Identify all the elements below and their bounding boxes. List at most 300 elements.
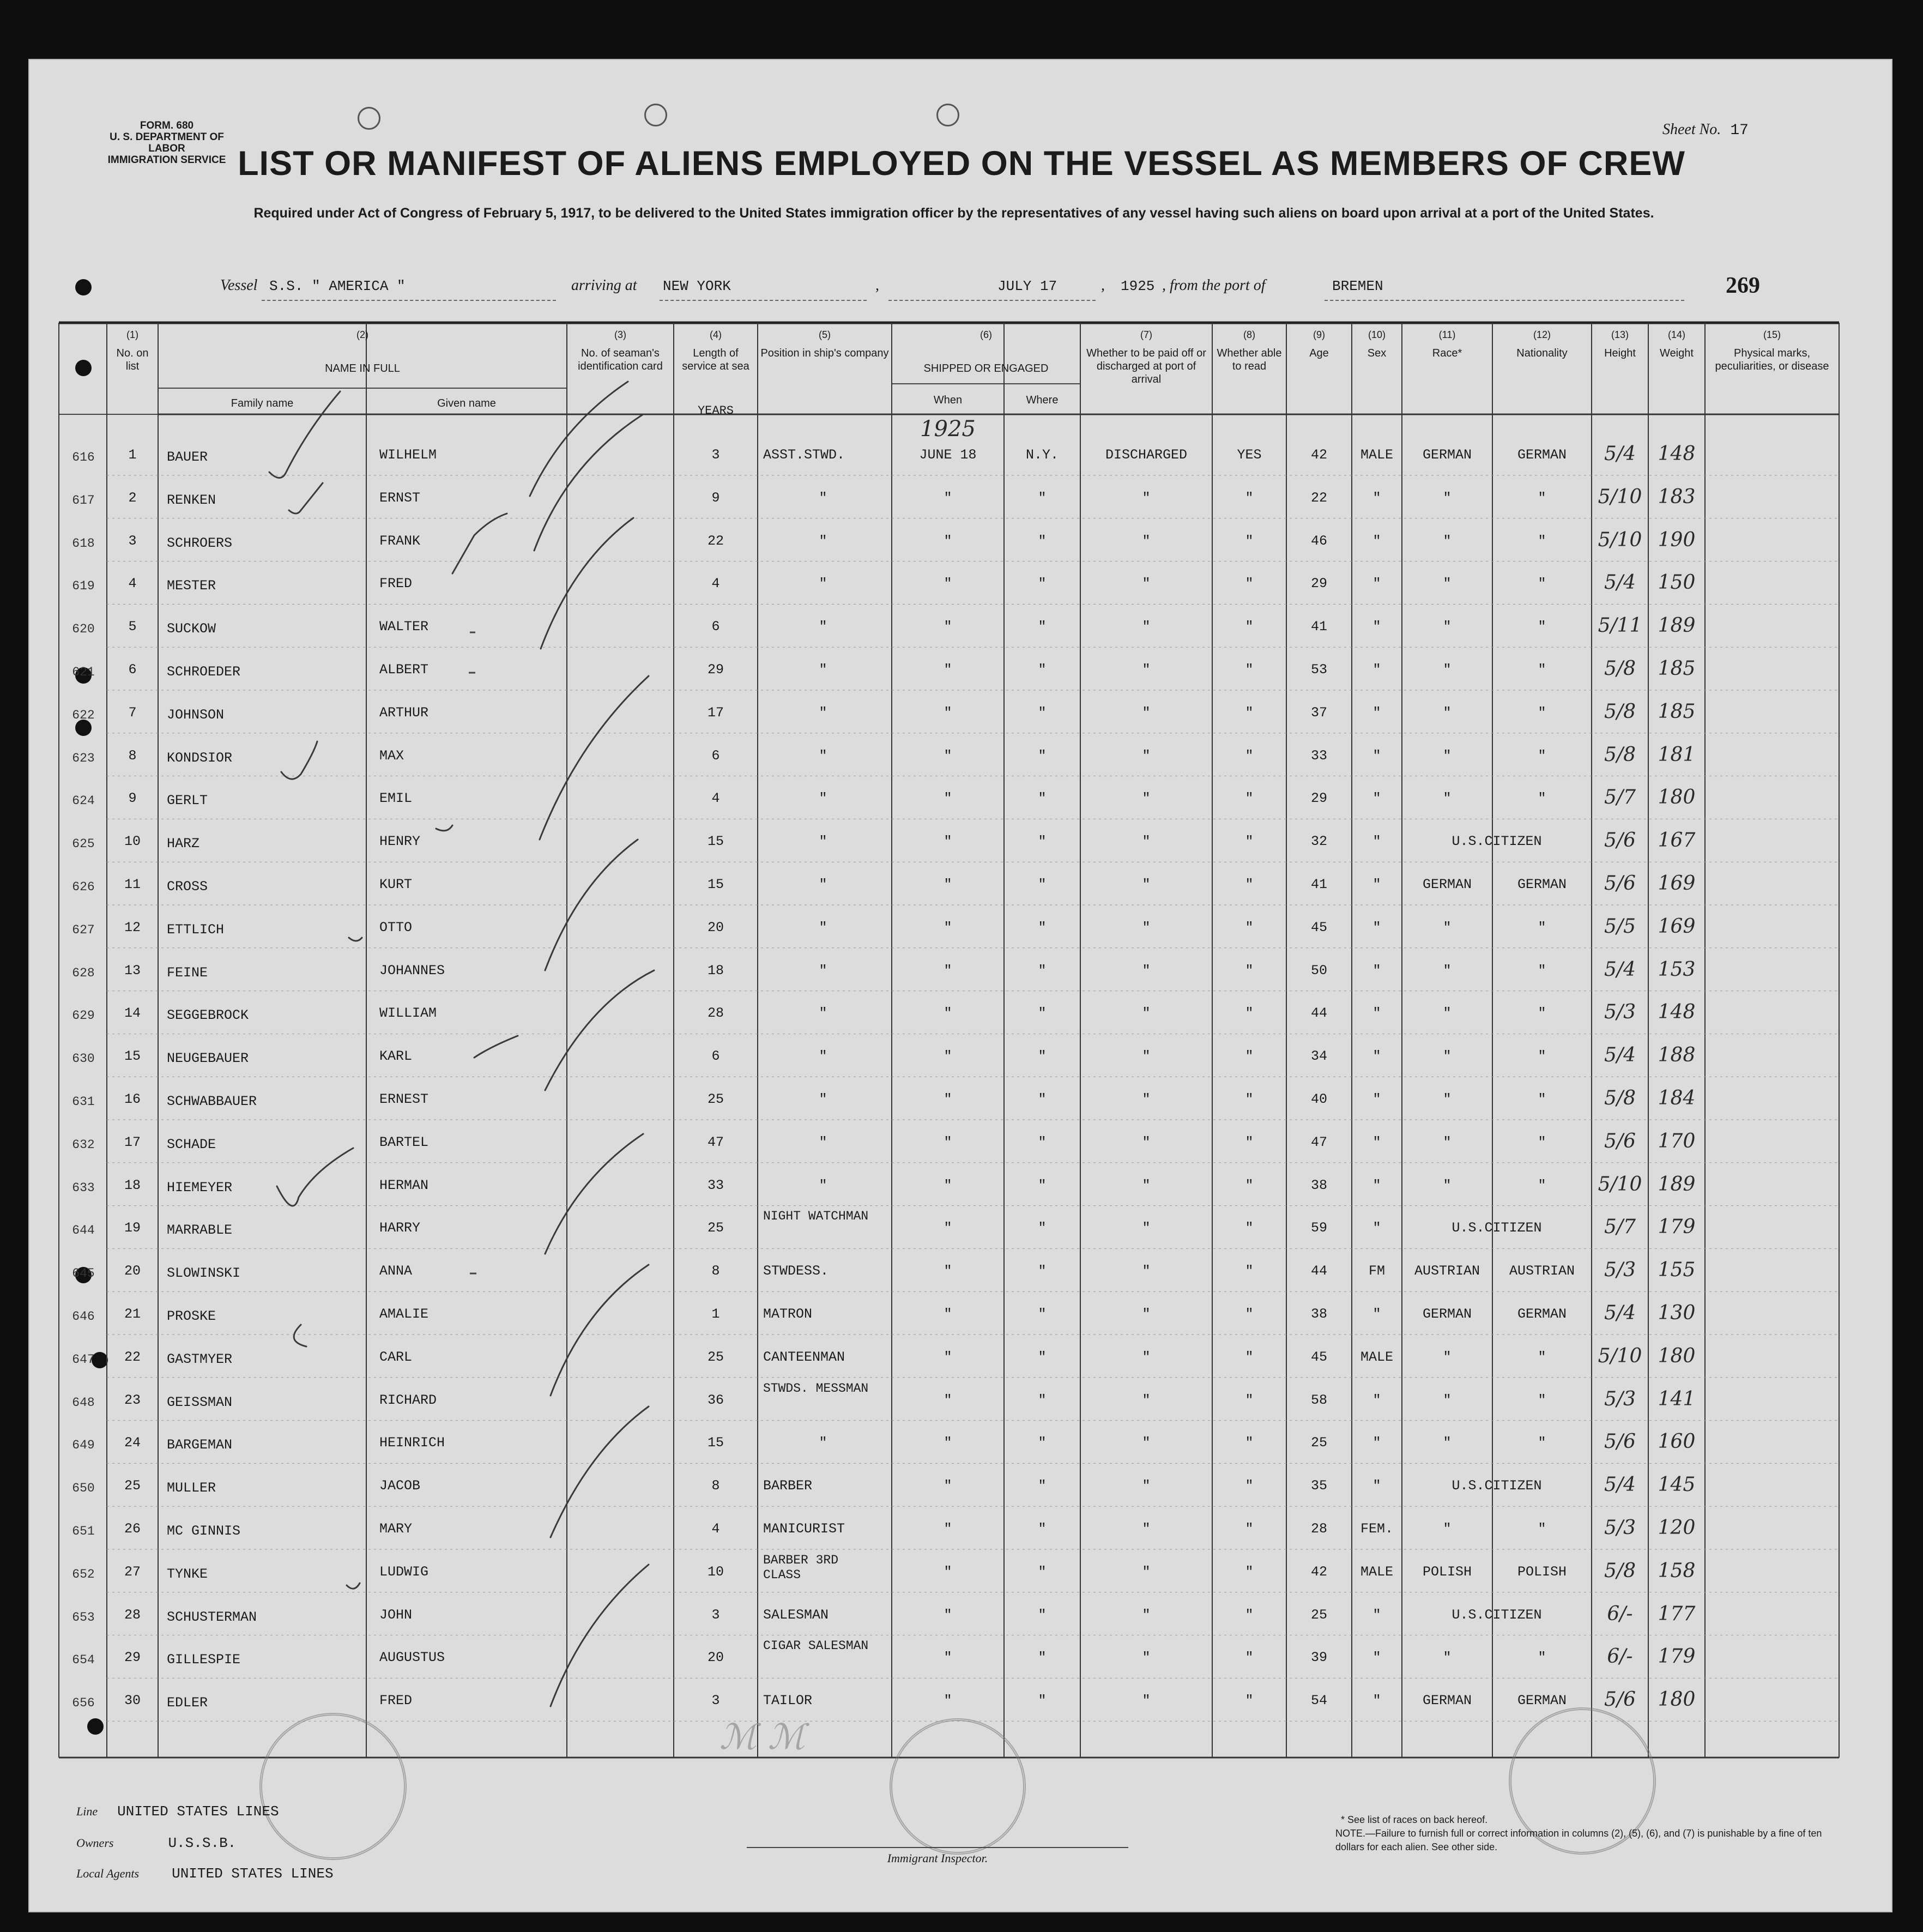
family-name: FEINE [167, 964, 208, 981]
able-to-read: " [1245, 1521, 1254, 1537]
where-header: Where [1026, 394, 1059, 406]
shipped-when: " [944, 1693, 952, 1709]
sex: " [1372, 1177, 1381, 1193]
family-name: BARGEMAN [167, 1437, 233, 1453]
paid-off-status: " [1142, 533, 1151, 549]
sex: " [1372, 1650, 1381, 1666]
nationality: " [1538, 1349, 1546, 1365]
paid-off-status: " [1142, 1563, 1151, 1580]
position: " [819, 619, 827, 635]
weight: 141 [1658, 1387, 1696, 1410]
shipped-when: " [944, 1220, 952, 1236]
shipped-where: " [1038, 533, 1047, 549]
position: " [819, 1048, 827, 1065]
race: " [1443, 533, 1452, 549]
race: " [1443, 962, 1452, 979]
service-years: 6 [711, 747, 720, 764]
sex: " [1372, 834, 1381, 850]
shipped-where: " [1038, 1005, 1047, 1022]
shipped-when: " [944, 962, 952, 979]
shipped-when: " [944, 704, 952, 721]
row-line-number: 654 [72, 1653, 95, 1668]
race: " [1443, 619, 1452, 635]
agents-field [76, 1865, 334, 1882]
row-number: 26 [124, 1521, 141, 1537]
shipped-year: 1925 [920, 416, 976, 442]
punch-ring [358, 107, 380, 130]
weight: 120 [1658, 1517, 1696, 1539]
age-header: Age [1309, 347, 1329, 359]
race: " [1443, 1005, 1452, 1022]
weight: 177 [1658, 1602, 1696, 1625]
given-name: JOHN [379, 1607, 413, 1623]
paid-off-status: " [1142, 1177, 1151, 1193]
years-header: YEARS [697, 404, 734, 418]
race: " [1443, 747, 1452, 764]
given-name: WALTER [379, 619, 429, 635]
shipped-where: " [1038, 1177, 1047, 1193]
position: BARBER 3RD CLASS [763, 1553, 839, 1582]
given-name: FRANK [379, 533, 421, 549]
row-number: 6 [128, 662, 137, 678]
position: NIGHT WATCHMAN [763, 1209, 869, 1224]
race: " [1443, 1091, 1452, 1107]
shipped-when: " [944, 1563, 952, 1580]
sex: " [1372, 704, 1381, 721]
able-to-read: " [1245, 1091, 1254, 1107]
given-name: KURT [379, 877, 413, 892]
family-name: SCHROERS [167, 535, 233, 551]
race: U.S.CITIZEN [1452, 1478, 1542, 1494]
consular-stamp [890, 1718, 1026, 1855]
service-years: 9 [711, 490, 720, 506]
marks-header: Physical marks, peculiarities, or disease [1715, 347, 1829, 372]
shipped-when: " [944, 747, 952, 764]
form-department: U. S. DEPARTMENT OF LABOR [110, 131, 224, 154]
sex: " [1372, 662, 1381, 678]
given-name: CARL [379, 1349, 413, 1365]
weight: 169 [1658, 872, 1696, 895]
position: " [819, 790, 827, 807]
row-line-number: 651 [72, 1524, 95, 1538]
service-header: Length of service at sea [682, 347, 749, 372]
paid-off-status: " [1142, 490, 1151, 506]
family-name: CROSS [167, 879, 208, 895]
shipped-when: " [944, 877, 952, 892]
owners-label: Owners [76, 1836, 114, 1850]
row-number: 24 [124, 1435, 141, 1451]
able-to-read: YES [1237, 447, 1262, 463]
family-name: NEUGEBAUER [167, 1050, 249, 1067]
service-years: 15 [707, 1435, 724, 1451]
row-number: 25 [124, 1478, 141, 1494]
weight: 158 [1658, 1559, 1696, 1582]
service-header-number: (4) [710, 329, 722, 340]
family-name: PROSKE [167, 1308, 216, 1324]
race: GERMAN [1422, 877, 1472, 892]
position: MANICURIST [763, 1521, 845, 1537]
paid-off-status: " [1142, 576, 1151, 592]
position-header-number: (5) [819, 329, 831, 340]
weight: 148 [1658, 443, 1696, 465]
row-line-number: 629 [72, 1009, 95, 1023]
row-number: 14 [124, 1005, 141, 1022]
service-years: 29 [707, 662, 724, 678]
name-header-number: (2) [356, 329, 368, 340]
able-to-read: " [1245, 790, 1254, 807]
sex: " [1372, 1306, 1381, 1322]
age: 32 [1310, 834, 1327, 850]
paid-off-status: " [1142, 1392, 1151, 1408]
family-name: SUCKOW [167, 621, 216, 637]
sex: " [1372, 1091, 1381, 1107]
nationality: " [1538, 533, 1546, 549]
arriving-underline [660, 300, 867, 301]
shipped-where: " [1038, 1263, 1047, 1279]
row-number: 2 [128, 490, 137, 506]
age: 45 [1310, 1349, 1327, 1365]
height: 5/8 [1604, 700, 1636, 723]
nationality: " [1538, 1134, 1546, 1150]
paid-off-status: " [1142, 1607, 1151, 1623]
service-years: 28 [707, 1005, 724, 1022]
shipped-when: " [944, 619, 952, 635]
row-number: 30 [124, 1693, 141, 1709]
paid-off-status: " [1142, 1306, 1151, 1322]
able-to-read: " [1245, 919, 1254, 935]
nationality: " [1538, 1048, 1546, 1065]
shipped-where: " [1038, 1607, 1047, 1623]
age-header-number: (9) [1313, 329, 1325, 340]
arrival-year: 1925 [1121, 278, 1155, 294]
position: " [819, 1177, 827, 1193]
service-years: 1 [711, 1306, 720, 1322]
row-number: 10 [124, 834, 141, 850]
height: 5/3 [1604, 1387, 1636, 1410]
height: 5/8 [1604, 657, 1636, 680]
weight: 148 [1658, 1001, 1696, 1024]
weight: 180 [1658, 1344, 1696, 1367]
service-years: 15 [707, 834, 724, 850]
age: 47 [1310, 1134, 1327, 1150]
sheet-label: Sheet No. [1662, 121, 1721, 138]
row-number: 29 [124, 1650, 141, 1666]
weight: 188 [1658, 1044, 1696, 1067]
height: 5/7 [1604, 1216, 1636, 1239]
race: " [1443, 1134, 1452, 1150]
row-number: 15 [124, 1048, 141, 1065]
sex: " [1372, 877, 1381, 892]
vessel-label: Vessel [220, 277, 258, 294]
race: " [1443, 919, 1452, 935]
family-name: MARRABLE [167, 1222, 233, 1239]
nationality-header-number: (12) [1533, 329, 1551, 340]
row-line-number: 650 [72, 1481, 95, 1496]
weight: 155 [1658, 1259, 1696, 1282]
age: 33 [1310, 747, 1327, 764]
able-to-read: " [1245, 1263, 1254, 1279]
shipped-when: " [944, 834, 952, 850]
shipped-header: SHIPPED OR ENGAGED [923, 363, 1049, 375]
position: " [819, 834, 827, 850]
shipped-where: " [1038, 1134, 1047, 1150]
family-name: HARZ [167, 836, 200, 852]
position: CIGAR SALESMAN [763, 1639, 869, 1653]
family-name: SEGGEBROCK [167, 1007, 249, 1024]
nationality: " [1538, 490, 1546, 506]
age: 40 [1310, 1091, 1327, 1107]
race-header-number: (11) [1438, 329, 1456, 340]
date-underline [888, 300, 1096, 301]
position: BARBER [763, 1478, 813, 1494]
race: " [1443, 1650, 1452, 1666]
family-name: SCHWABBAUER [167, 1094, 257, 1109]
shipped-when: " [944, 533, 952, 549]
sex: " [1372, 1005, 1381, 1022]
row-line-number: 618 [72, 536, 95, 551]
able-to-read: " [1245, 704, 1254, 721]
height: 5/4 [1604, 443, 1636, 465]
race: " [1443, 704, 1452, 721]
arriving-port: NEW YORK [663, 278, 731, 294]
family-name: SCHROEDER [167, 664, 241, 680]
sex: " [1372, 1693, 1381, 1709]
shipped-where: " [1038, 1650, 1047, 1666]
age: 25 [1310, 1435, 1327, 1451]
form-service: IMMIGRATION SERVICE [107, 154, 226, 166]
sex: " [1372, 919, 1381, 935]
row-line-number: 645 [72, 1266, 95, 1281]
given-name: HEINRICH [379, 1435, 445, 1451]
shipped-where: N.Y. [1025, 447, 1059, 463]
no-header: No. on list [116, 347, 149, 372]
shipped-where: " [1038, 704, 1047, 721]
given-name: AMALIE [379, 1306, 429, 1322]
paid-off-status: " [1142, 662, 1151, 678]
row-number: 3 [128, 533, 137, 549]
family-name: GERLT [167, 793, 208, 809]
position: " [819, 1435, 827, 1451]
family-name: JOHNSON [167, 707, 225, 723]
able-to-read: " [1245, 1048, 1254, 1065]
sex: MALE [1360, 447, 1393, 463]
port-underline [1325, 300, 1684, 301]
nationality: " [1538, 790, 1546, 807]
row-number: 21 [124, 1306, 141, 1322]
nationality: " [1538, 662, 1546, 678]
given-name: HARRY [379, 1220, 421, 1236]
signature: ℳ ℳ [719, 1717, 806, 1758]
line-label: Line [76, 1804, 98, 1818]
shipped-where: " [1038, 576, 1047, 592]
row-line-number: 656 [72, 1696, 95, 1711]
shipped-when: " [944, 1091, 952, 1107]
height: 5/4 [1604, 1044, 1636, 1067]
nationality: " [1538, 1435, 1546, 1451]
service-years: 20 [707, 1650, 724, 1666]
given-name: ANNA [379, 1263, 413, 1279]
shipped-when: " [944, 1177, 952, 1193]
agents-value: UNITED STATES LINES [172, 1865, 334, 1882]
paid-off-status: " [1142, 1220, 1151, 1236]
immigrant-inspector-line: Immigrant Inspector. [747, 1847, 1128, 1865]
shipped-when: " [944, 662, 952, 678]
row-line-number: 632 [72, 1137, 95, 1152]
shipped-where: " [1038, 1478, 1047, 1494]
age: 42 [1310, 447, 1327, 463]
nationality: " [1538, 1650, 1546, 1666]
marks-header-number: (15) [1763, 329, 1781, 340]
weight: 170 [1658, 1130, 1696, 1152]
paid-off-status: " [1142, 790, 1151, 807]
nationality: " [1538, 962, 1546, 979]
given-name: OTTO [379, 919, 413, 935]
race-footnote: * See list of races on back hereof. [1341, 1814, 1488, 1825]
nationality: " [1538, 1521, 1546, 1537]
able-to-read: " [1245, 576, 1254, 592]
given-name: AUGUSTUS [379, 1650, 445, 1666]
sex: " [1372, 490, 1381, 506]
service-years: 4 [711, 790, 720, 807]
age: 22 [1310, 490, 1327, 506]
row-line-number: 626 [72, 880, 95, 894]
able-to-read: " [1245, 1005, 1254, 1022]
form-number: FORM. 680 [140, 120, 194, 131]
service-years: 18 [707, 962, 724, 979]
height: 5/11 [1598, 614, 1642, 637]
given-name: BARTEL [379, 1134, 429, 1150]
shipped-when: " [944, 790, 952, 807]
row-line-number: 620 [72, 622, 95, 637]
weight: 145 [1658, 1474, 1696, 1496]
family-name: SLOWINSKI [167, 1265, 241, 1282]
sex: " [1372, 962, 1381, 979]
punch-hole [75, 279, 92, 295]
family-name: TYNKE [167, 1566, 208, 1582]
nationality: GERMAN [1517, 1693, 1567, 1709]
given-name-header: Given name [437, 397, 496, 409]
weight: 189 [1658, 1173, 1696, 1196]
able-to-read: " [1245, 533, 1254, 549]
shipped-when: " [944, 1478, 952, 1494]
height: 5/7 [1604, 786, 1636, 809]
stamp-number: 269 [1726, 273, 1760, 298]
height: 5/3 [1604, 1001, 1636, 1024]
service-years: 3 [711, 1607, 720, 1623]
sex-header-number: (10) [1368, 329, 1386, 340]
race: " [1443, 1048, 1452, 1065]
shipped-where: " [1038, 1048, 1047, 1065]
read-header-number: (8) [1243, 329, 1255, 340]
height: 5/8 [1604, 743, 1636, 766]
position: STWDESS. [763, 1263, 829, 1279]
age: 28 [1310, 1521, 1327, 1537]
row-line-number: 625 [72, 837, 95, 852]
race: " [1443, 790, 1452, 807]
given-name: MAX [379, 747, 404, 764]
service-years: 4 [711, 576, 720, 592]
paid-off-status: " [1142, 619, 1151, 635]
family-name: EDLER [167, 1695, 208, 1711]
weight: 189 [1658, 614, 1696, 637]
given-name: JACOB [379, 1478, 421, 1494]
given-name: FRED [379, 576, 413, 592]
paid-off-status: " [1142, 1091, 1151, 1107]
name-header: NAME IN FULL [325, 363, 400, 375]
paid-off-status: " [1142, 1435, 1151, 1451]
row-number: 20 [124, 1263, 141, 1279]
race: " [1443, 1435, 1452, 1451]
row-line-number: 631 [72, 1095, 95, 1109]
family-name: MC GINNIS [167, 1523, 241, 1539]
id-card-header-number: (3) [614, 329, 626, 340]
year-separator: , [1101, 277, 1105, 294]
able-to-read: " [1245, 1478, 1254, 1494]
family-name: MULLER [167, 1480, 216, 1496]
service-years: 6 [711, 619, 720, 635]
row-number: 12 [124, 919, 141, 935]
page-title: LIST OR MANIFEST OF ALIENS EMPLOYED ON THE VESSEL AS MEMBERS OF CREW [238, 144, 1685, 183]
position: " [819, 1134, 827, 1150]
able-to-read: " [1245, 490, 1254, 506]
age: 58 [1310, 1392, 1327, 1408]
row-line-number: 623 [72, 751, 95, 765]
vessel-name: S.S. " AMERICA " [269, 278, 406, 294]
sex-header: Sex [1367, 347, 1387, 359]
position: MATRON [763, 1306, 813, 1322]
given-name: EMIL [379, 790, 413, 807]
race: GERMAN [1422, 1693, 1472, 1709]
paid-off-status: " [1142, 1048, 1151, 1065]
race: AUSTRIAN [1414, 1263, 1480, 1279]
position: ASST.STWD. [763, 447, 845, 463]
punch-hole [75, 360, 92, 376]
service-years: 17 [707, 704, 724, 721]
race: U.S.CITIZEN [1452, 1607, 1542, 1623]
family-name: KONDSIOR [167, 750, 233, 766]
race: GERMAN [1422, 1306, 1472, 1322]
sex: " [1372, 1478, 1381, 1494]
race: U.S.CITIZEN [1452, 1220, 1542, 1236]
paid-off-header: Whether to be paid off or discharged at port of arrival [1086, 347, 1206, 385]
weight: 130 [1658, 1302, 1696, 1324]
row-number: 19 [124, 1220, 141, 1236]
position: " [819, 1005, 827, 1022]
nationality: " [1538, 1005, 1546, 1022]
age: 41 [1310, 877, 1327, 892]
height: 5/6 [1604, 1430, 1636, 1453]
shipped-where: " [1038, 877, 1047, 892]
read-header: Whether able to read [1217, 347, 1282, 372]
given-name: ERNEST [379, 1091, 429, 1107]
row-line-number: 622 [72, 708, 95, 722]
date-separator: , [875, 277, 879, 294]
shipped-where: " [1038, 662, 1047, 678]
age: 29 [1310, 790, 1327, 807]
shipped-where: " [1038, 619, 1047, 635]
row-line-number: 649 [72, 1438, 95, 1453]
nationality: POLISH [1517, 1563, 1567, 1580]
age: 44 [1310, 1263, 1327, 1279]
service-years: 3 [711, 1693, 720, 1709]
position: STWDS. MESSMAN [763, 1381, 869, 1396]
row-number: 9 [128, 790, 137, 807]
given-name: ALBERT [379, 662, 429, 678]
shipped-when: " [944, 1263, 952, 1279]
paid-off-status: " [1142, 919, 1151, 935]
from-port-label: , from the port of [1162, 277, 1266, 294]
weight: 184 [1658, 1087, 1696, 1109]
